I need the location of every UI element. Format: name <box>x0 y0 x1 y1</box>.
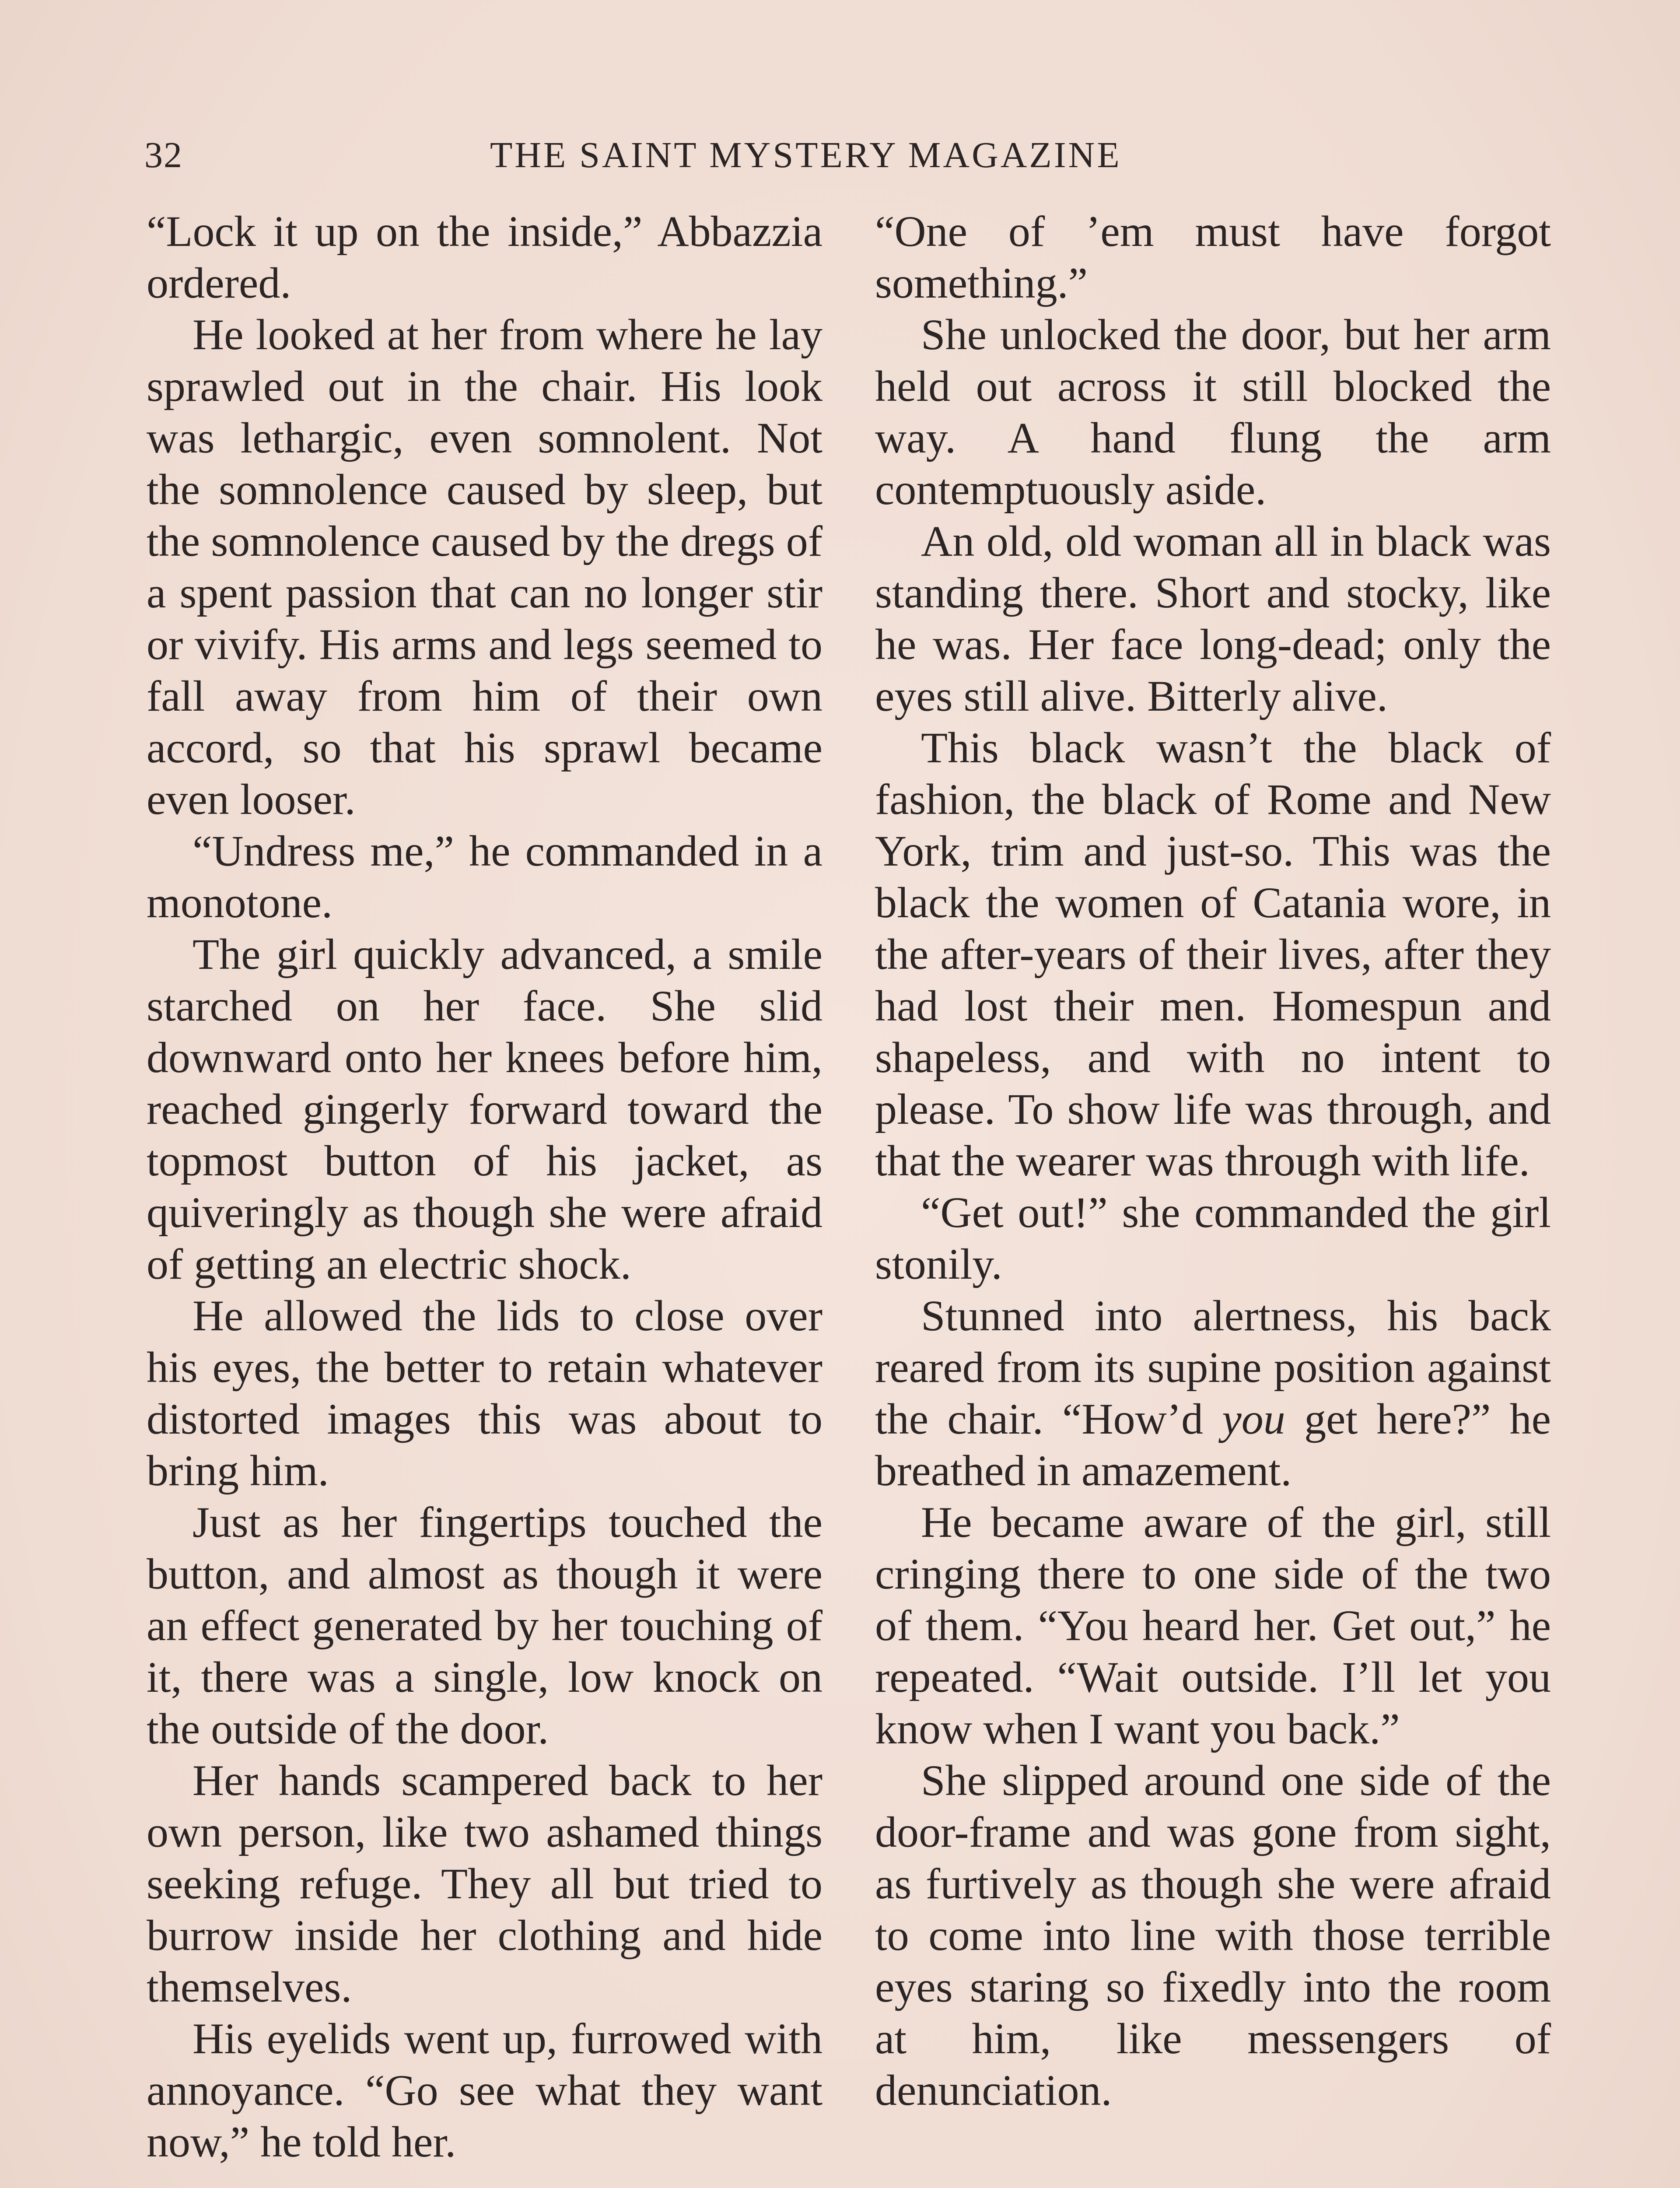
paragraph: He became aware of the girl, still cringing there to one side of the two of them. “You heard her. Get out,” he repeated. “Wait outside. I’ll let you know when I want you back.” <box>875 1498 1551 1753</box>
paragraph: She slipped around one side of the door-frame and was gone from sight, as furtively as though she were afraid to come into line with those terrible eyes staring so fixedly into the room at him, like messengers of denunciation. <box>875 1756 1551 2114</box>
page-number: 32 <box>144 135 183 175</box>
paragraph: Just as her fingertips touched the button, and almost as though it were an effect generated by her touching of it, there was a single, low knock on the outside of the door. <box>147 1498 822 1753</box>
paragraph: His eyelids went up, furrowed with annoyance. “Go see what they want now,” he told her. <box>147 2014 822 2166</box>
paragraph <box>875 1290 1551 1497</box>
right-column <box>875 206 1551 2116</box>
paragraph: She unlocked the door, but her arm held out across it still blocked the way. A hand flung the arm contemptuously aside. <box>875 310 1551 514</box>
paragraph: This black wasn’t the black of fashion, the black of Rome and New York, trim and just-so. This was the black the women of Catania wore, in the after-years of their lives, after they had lost their men. Homespun and shapeless, and with no intent to please. To show life was through, and that the wearer was through with life. <box>875 723 1551 1185</box>
paragraph: Her hands scampered back to her own person, like two ashamed things seeking refuge. They all but tried to burrow inside her clothing and hide themselves. <box>147 1756 822 2011</box>
paragraph: The girl quickly advanced, a smile starched on her face. She slid downward onto her knees before him, reached gingerly forward toward the topmost button of his jacket, as quiveringly as though she were afraid of getting an electric shock. <box>147 930 822 1288</box>
paragraph: He looked at her from where he lay sprawled out in the chair. His look was lethargic, even somnolent. Not the somnolence caused by sleep, but the somnolence caused by the dregs of a spent passion that can no longer stir or vivify. His arms and legs seemed to fall away from him of their own accord, so that his sprawl became even looser. <box>147 310 822 824</box>
paragraph: An old, old woman all in black was standing there. Short and stocky, like he was. Her face long-dead; only the eyes still alive. Bitterly alive. <box>875 517 1551 720</box>
paragraph-text: get here?” he breathed in amazement. <box>875 1395 1551 1495</box>
left-column <box>147 206 822 2168</box>
emphasized-word: you <box>1222 1395 1285 1443</box>
paragraph: “Undress me,” he commanded in a monotone. <box>147 827 822 927</box>
running-head: THE SAINT MYSTERY MAGAZINE <box>490 135 1122 175</box>
paragraph: “Get out!” she commanded the girl stonily. <box>875 1188 1551 1288</box>
page-header <box>144 131 1558 179</box>
paragraph: “One of ’em must have forgot something.” <box>875 207 1551 307</box>
paragraph: “Lock it up on the inside,” Abbazzia ordered. <box>147 207 822 307</box>
paragraph: He allowed the lids to close over his eyes, the better to retain whatever distorted images this was about to bring him. <box>147 1291 822 1495</box>
paragraph-text: Stunned into alertness, his back reared from its supine position against the chair. “How’d <box>875 1291 1551 1443</box>
